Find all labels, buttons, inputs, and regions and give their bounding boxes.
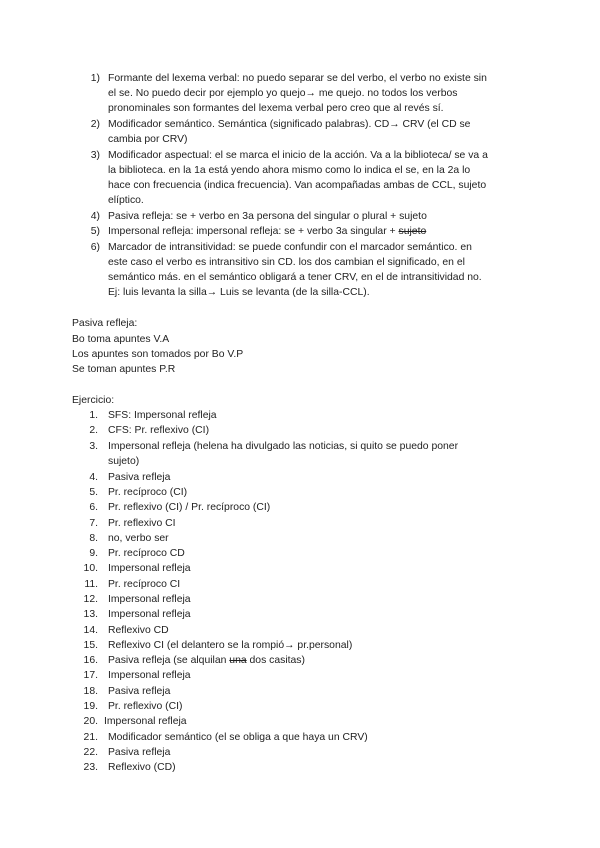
list-number: 2) bbox=[90, 119, 100, 130]
list-item-line: Modificador semántico. Semántica (significado palabras). CD→ CRV (el CD se bbox=[108, 119, 471, 130]
list-item-line: Pr. reflexivo (CI) bbox=[108, 701, 183, 712]
list-number: 18. bbox=[83, 686, 98, 697]
list-item-line: Impersonal refleja (helena ha divulgado las noticias, si quito se puedo poner bbox=[108, 441, 459, 452]
list-item-line: elíptico. bbox=[108, 195, 144, 206]
list-number: 5) bbox=[90, 226, 100, 237]
list-item-line: Pasiva refleja bbox=[108, 686, 171, 697]
list-number: 23. bbox=[83, 762, 98, 773]
list-item-line: Modificador semántico (el se obliga a que haya un CRV) bbox=[108, 732, 368, 743]
list-number: 7. bbox=[89, 518, 98, 529]
list-item-line: pronominales son formantes del lexema verbal pero creo que al revés sí. bbox=[108, 103, 444, 114]
list-item-line: Reflexivo (CD) bbox=[108, 762, 176, 773]
list-item-line: Impersonal refleja: impersonal refleja: se + verbo 3a singular + sujeto bbox=[108, 226, 427, 237]
list-number: 19. bbox=[83, 701, 98, 712]
list-number: 14. bbox=[83, 625, 98, 636]
list-number: 6. bbox=[89, 502, 98, 513]
list-number: 6) bbox=[90, 242, 100, 253]
section-title: Ejercicio: bbox=[72, 395, 115, 406]
list-item-line: Pr. recíproco CD bbox=[108, 548, 185, 559]
list-item-line: Pr. recíproco (CI) bbox=[108, 487, 188, 498]
list-number: 4. bbox=[89, 472, 98, 483]
list-item-line: Reflexivo CI (el delantero se la rompió→ pr.personal) bbox=[108, 640, 353, 651]
list-item-line: no, verbo ser bbox=[108, 533, 169, 544]
list-item-line: hace con frecuencia (indica frecuencia). Van acompañadas ambas de CCL, sujeto bbox=[108, 180, 487, 191]
list-number: 13. bbox=[83, 609, 98, 620]
list-number: 8. bbox=[89, 533, 98, 544]
list-number: 17. bbox=[83, 670, 98, 681]
list-item-line: este caso el verbo es intransitivo sin CD. los dos cambian el significado, en el bbox=[108, 257, 465, 268]
list-number: 5. bbox=[89, 487, 98, 498]
list-number: 12. bbox=[83, 594, 98, 605]
list-item-line: Impersonal refleja bbox=[108, 670, 191, 681]
struck-text: una bbox=[229, 655, 247, 666]
list-number: 11. bbox=[84, 579, 98, 590]
list-item-line: Pasiva refleja bbox=[108, 747, 171, 758]
list-item-line: Pr. recíproco CI bbox=[108, 579, 181, 590]
list-number: 15. bbox=[83, 640, 98, 651]
list-number: 20. bbox=[83, 716, 98, 727]
list-number: 2. bbox=[89, 425, 98, 436]
section-title: Pasiva refleja: bbox=[72, 318, 138, 329]
list-item-line: Formante del lexema verbal: no puedo separar se del verbo, el verbo no existe sin bbox=[108, 73, 487, 84]
example-line: Se toman apuntes P.R bbox=[72, 364, 176, 375]
list-item-line: sujeto) bbox=[108, 456, 140, 467]
list-item-line: Reflexivo CD bbox=[108, 625, 169, 636]
list-item-line: SFS: Impersonal refleja bbox=[108, 410, 217, 421]
list-number: 3. bbox=[89, 441, 98, 452]
example-line: Bo toma apuntes V.A bbox=[72, 334, 170, 345]
list-item-line: Marcador de intransitividad: se puede confundir con el marcador semántico. en bbox=[108, 242, 472, 253]
list-item-line: Impersonal refleja bbox=[108, 609, 191, 620]
list-item-line: Pasiva refleja: se + verbo en 3a persona del singular o plural + sujeto bbox=[108, 211, 427, 222]
struck-text: sujeto bbox=[398, 226, 427, 237]
list-item-line: cambia por CRV) bbox=[108, 134, 188, 145]
list-item-line: Pr. reflexivo (CI) / Pr. recíproco (CI) bbox=[108, 502, 271, 513]
list-number: 1. bbox=[89, 410, 98, 421]
list-item-line: CFS: Pr. reflexivo (CI) bbox=[108, 425, 210, 436]
example-line: Los apuntes son tomados por Bo V.P bbox=[72, 349, 244, 360]
list-number: 16. bbox=[83, 655, 98, 666]
list-number: 4) bbox=[90, 211, 100, 222]
list-item-line: Modificador aspectual: el se marca el inicio de la acción. Va a la biblioteca/ se va a bbox=[108, 150, 488, 161]
list-item-line: Impersonal refleja bbox=[108, 563, 191, 574]
list-item-line: Pr. reflexivo CI bbox=[108, 518, 176, 529]
list-number: 10. bbox=[83, 563, 98, 574]
list-item-line: Pasiva refleja bbox=[108, 472, 171, 483]
list-item-line: la biblioteca. en la 1a está yendo ahora mismo como lo indica el se, en la 2a lo bbox=[108, 165, 471, 176]
list-number: 3) bbox=[90, 150, 100, 161]
list-item-line: Ej: luis levanta la silla→ Luis se levanta (de la silla-CCL). bbox=[108, 287, 370, 298]
list-item-line: Impersonal refleja bbox=[108, 594, 191, 605]
list-item-line: Impersonal refleja bbox=[104, 716, 187, 727]
list-item-line: Pasiva refleja (se alquilan una dos casitas) bbox=[108, 655, 305, 666]
list-number: 1) bbox=[90, 73, 100, 84]
list-number: 22. bbox=[83, 747, 98, 758]
list-item-line: semántico más. en el semántico obligará a tener CRV, en el de intransitividad no. bbox=[108, 272, 482, 283]
list-item-line: el se. No puedo decir por ejemplo yo quejo→ me quejo. no todos los verbos bbox=[108, 88, 458, 99]
list-number: 21. bbox=[83, 732, 98, 743]
list-number: 9. bbox=[89, 548, 98, 559]
